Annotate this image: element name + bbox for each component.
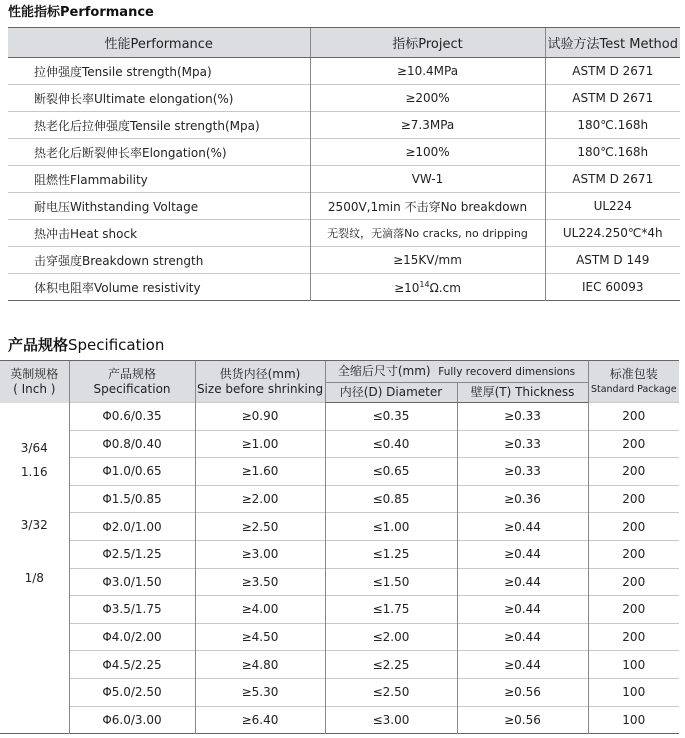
spec-cell: Φ0.8/0.40 — [69, 430, 195, 458]
package-cell: 200 — [588, 568, 679, 596]
diameter-cell: ≤1.50 — [325, 568, 457, 596]
table-row — [8, 112, 680, 139]
value-cell: ≥7.3MPa — [310, 112, 545, 139]
thickness-cell: ≥0.44 — [457, 623, 588, 651]
package-cell: 100 — [588, 651, 679, 679]
spec-cell: Φ4.5/2.25 — [69, 651, 195, 679]
spec-cell: Φ6.0/3.00 — [69, 706, 195, 734]
value-exponent: 14 — [419, 279, 430, 289]
header-diameter: 内径(D) Diameter — [325, 383, 457, 403]
method-cell: UL224 — [545, 193, 680, 220]
thickness-cell: ≥0.56 — [457, 678, 588, 706]
spec-cell: Φ3.5/1.75 — [69, 596, 195, 624]
table-row — [8, 139, 680, 166]
property-cell: 击穿强度Breakdown strength — [8, 247, 310, 274]
spec-cell: Φ1.0/0.65 — [69, 458, 195, 486]
value-cell: ≥10.4MPa — [310, 58, 545, 85]
header-test-method: 试验方法Test Method — [545, 28, 680, 58]
table-row — [0, 706, 679, 734]
package-cell: 100 — [588, 678, 679, 706]
thickness-cell: ≥0.33 — [457, 458, 588, 486]
diameter-cell: ≤0.40 — [325, 430, 457, 458]
property-cell: 耐电压Withstanding Voltage — [8, 193, 310, 220]
header-supply — [195, 361, 325, 403]
diameter-cell: ≤0.35 — [325, 403, 457, 431]
inch-cell — [0, 488, 69, 515]
header-inch-cn: 英制规格 — [10, 366, 59, 381]
header-project: 指标Project — [310, 28, 545, 58]
header-specification — [69, 361, 195, 403]
value-cell: ≥200% — [310, 85, 545, 112]
diameter-cell: ≤1.00 — [325, 513, 457, 541]
specification-heading-cn: 产品规格 — [8, 336, 69, 354]
value-cell: 2500V,1min 不击穿No breakdown — [310, 193, 545, 220]
property-cell: 热老化后拉伸强度Tensile strength(Mpa) — [8, 112, 310, 139]
thickness-cell: ≥0.36 — [457, 485, 588, 513]
inch-column — [0, 403, 69, 734]
table-row — [8, 85, 680, 112]
table-row — [0, 403, 679, 431]
package-cell: 200 — [588, 540, 679, 568]
package-cell: 100 — [588, 706, 679, 734]
property-cell: 热老化后断裂伸长率Elongation(%) — [8, 139, 310, 166]
diameter-cell: ≤3.00 — [325, 706, 457, 734]
thickness-cell: ≥0.44 — [457, 651, 588, 679]
table-row — [8, 166, 680, 193]
supply-cell: ≥4.80 — [195, 651, 325, 679]
method-cell: ASTM D 2671 — [545, 166, 680, 193]
property-cell: 断裂伸长率Ultimate elongation(%) — [8, 85, 310, 112]
method-cell: ASTM D 149 — [545, 247, 680, 274]
table-row — [0, 513, 679, 541]
header-package — [588, 361, 679, 403]
package-cell: 200 — [588, 513, 679, 541]
header-recovered — [325, 361, 588, 383]
table-row — [8, 220, 680, 247]
performance-table — [8, 27, 680, 301]
method-cell: ASTM D 2671 — [545, 58, 680, 85]
inch-cell — [0, 541, 69, 568]
table-row — [0, 568, 679, 596]
value-cell: VW-1 — [310, 166, 545, 193]
supply-cell: ≥6.40 — [195, 706, 325, 734]
supply-cell: ≥1.60 — [195, 458, 325, 486]
supply-cell: ≥3.00 — [195, 540, 325, 568]
supply-cell: ≥2.00 — [195, 485, 325, 513]
table-row — [8, 58, 680, 85]
thickness-cell: ≥0.33 — [457, 430, 588, 458]
property-cell: 体积电阻率Volume resistivity — [8, 274, 310, 301]
supply-cell: ≥1.00 — [195, 430, 325, 458]
inch-cell — [0, 403, 69, 430]
diameter-cell: ≤0.65 — [325, 458, 457, 486]
thickness-cell: ≥0.44 — [457, 596, 588, 624]
table-row — [0, 540, 679, 568]
supply-cell: ≥2.50 — [195, 513, 325, 541]
diameter-cell: ≤2.50 — [325, 678, 457, 706]
diameter-cell: ≤0.85 — [325, 485, 457, 513]
property-cell: 热冲击Heat shock — [8, 220, 310, 247]
spec-cell: Φ1.5/0.85 — [69, 485, 195, 513]
method-cell: ASTM D 2671 — [545, 85, 680, 112]
header-package-cn: 标准包装 — [609, 366, 658, 381]
header-spec-en: Specification — [93, 381, 171, 396]
table-row — [8, 247, 680, 274]
method-cell: 180℃.168h — [545, 139, 680, 166]
supply-cell: ≥5.30 — [195, 678, 325, 706]
supply-cell: ≥4.00 — [195, 596, 325, 624]
supply-cell: ≥3.50 — [195, 568, 325, 596]
diameter-cell: ≤2.00 — [325, 623, 457, 651]
table-row — [0, 623, 679, 651]
diameter-cell: ≤1.25 — [325, 540, 457, 568]
performance-header-row — [8, 28, 680, 58]
table-row — [0, 651, 679, 679]
thickness-cell: ≥0.44 — [457, 568, 588, 596]
value-cell: 无裂纹，无滴落No cracks, no dripping — [310, 220, 545, 247]
spec-cell: Φ2.5/1.25 — [69, 540, 195, 568]
inch-cell: 3/32 — [20, 517, 48, 532]
header-thickness: 壁厚(T) Thickness — [457, 383, 588, 403]
inch-cell: 1.16 — [20, 464, 48, 479]
value-cell: ≥15KV/mm — [310, 247, 545, 274]
inch-cell: 3/64 — [20, 441, 48, 456]
spec-cell: Φ4.0/2.00 — [69, 623, 195, 651]
specification-heading-en: Specification — [68, 336, 165, 354]
table-row — [0, 458, 679, 486]
method-cell: 180℃.168h — [545, 112, 680, 139]
thickness-cell: ≥0.44 — [457, 540, 588, 568]
specification-heading — [8, 334, 164, 355]
table-row — [0, 485, 679, 513]
package-cell: 200 — [588, 430, 679, 458]
value-cell: ≥100% — [310, 139, 545, 166]
diameter-cell: ≤2.25 — [325, 651, 457, 679]
inch-cell: 1/8 — [24, 571, 44, 586]
package-cell: 200 — [588, 458, 679, 486]
diameter-cell: ≤1.75 — [325, 596, 457, 624]
package-cell: 200 — [588, 596, 679, 624]
table-row — [8, 274, 680, 301]
property-cell: 阻燃性Flammability — [8, 166, 310, 193]
table-row — [0, 430, 679, 458]
value-cell — [310, 274, 545, 301]
thickness-cell: ≥0.56 — [457, 706, 588, 734]
value-base: ≥10 — [394, 280, 420, 295]
spec-cell: Φ3.0/1.50 — [69, 568, 195, 596]
header-inch-en: ( Inch ) — [13, 381, 56, 396]
header-inch — [0, 361, 69, 403]
header-supply-en: Size before shrinking — [196, 381, 324, 396]
value-unit: Ω.cm — [429, 280, 461, 295]
spec-cell: Φ0.6/0.35 — [69, 403, 195, 431]
table-row — [8, 193, 680, 220]
package-cell: 200 — [588, 403, 679, 431]
header-supply-cn: 供货内径(mm) — [219, 366, 301, 381]
header-spec-cn: 产品规格 — [107, 366, 156, 381]
package-cell: 200 — [588, 485, 679, 513]
supply-cell: ≥0.90 — [195, 403, 325, 431]
spec-header-row — [0, 361, 679, 383]
method-cell: IEC 60093 — [545, 274, 680, 301]
specification-table — [0, 360, 679, 734]
spec-cell: Φ2.0/1.00 — [69, 513, 195, 541]
header-package-en: Standard Package — [590, 383, 677, 395]
thickness-cell: ≥0.33 — [457, 403, 588, 431]
package-cell: 200 — [588, 623, 679, 651]
table-row — [0, 678, 679, 706]
thickness-cell: ≥0.44 — [457, 513, 588, 541]
table-row — [0, 596, 679, 624]
header-performance: 性能Performance — [8, 28, 310, 58]
method-cell: UL224.250℃*4h — [545, 220, 680, 247]
supply-cell: ≥4.50 — [195, 623, 325, 651]
performance-heading: 性能指标Performance — [8, 5, 154, 20]
header-recovered-en: Fully recoverd dimensions — [438, 365, 576, 378]
spec-cell: Φ5.0/2.50 — [69, 678, 195, 706]
property-cell: 拉伸强度Tensile strength(Mpa) — [8, 58, 310, 85]
header-recovered-cn: 全缩后尺寸(mm) — [337, 363, 431, 378]
